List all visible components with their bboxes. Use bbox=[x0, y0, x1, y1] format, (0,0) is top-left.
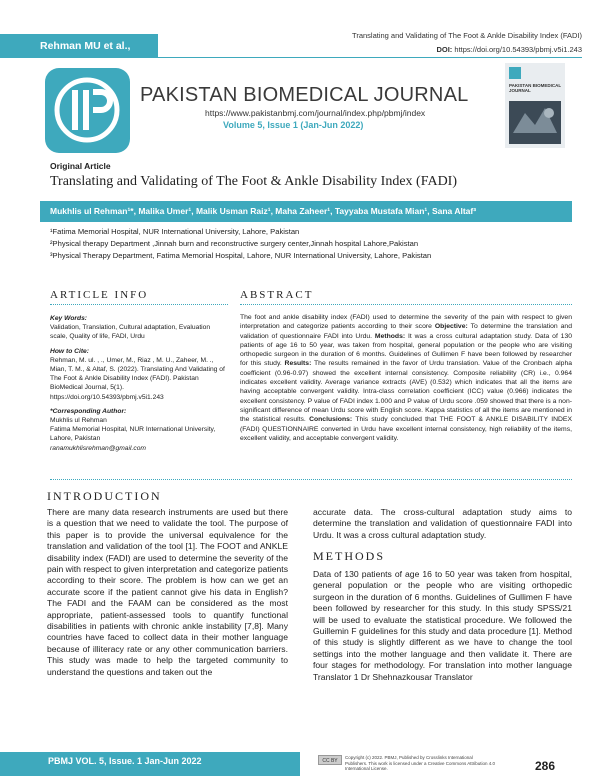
corresponding-email[interactable]: ranamukhlisrehman@gmail.com bbox=[50, 444, 146, 452]
affiliation-1: ¹Fatima Memorial Hospital, NUR International University, Lahore, Pakistan bbox=[50, 227, 300, 236]
objective-label: Objective: bbox=[434, 323, 468, 331]
journal-logo-icon bbox=[45, 68, 130, 153]
article-info-divider bbox=[50, 304, 228, 305]
journal-volume: Volume 5, Issue 1 (Jan-Jun 2022) bbox=[223, 120, 364, 130]
journal-logo bbox=[45, 68, 130, 153]
journal-cover-image bbox=[505, 63, 565, 148]
corresponding-affiliation: Fatima Memorial Hospital, NUR International University, Lahore, Pakistan bbox=[50, 426, 216, 443]
journal-url[interactable]: https://www.pakistanbmj.com/journal/index.php/pbmj/index bbox=[205, 108, 426, 118]
abstract-divider bbox=[240, 304, 572, 305]
footer-issue: PBMJ VOL. 5, Issue. 1 Jan-Jun 2022 bbox=[48, 756, 202, 766]
article-info bbox=[50, 314, 228, 458]
journal-title: PAKISTAN BIOMEDICAL JOURNAL bbox=[140, 84, 469, 106]
methods-text: Data of 130 patients of age 16 to 50 year was taken from hospital, general population or the people who are visiting orthopedic surgeon in the duration of 6 months. Guidelines of Gullimen F have been followed by researcher for this study. In this study SPSS/21 will be used to evaluate the statistical procedure. We followed the Guillemin F guidelines for this study and data procedure [1]. Method of this study is slightly different as we have to change the tool settings into the mother language and then validate it. There are four stages for methodology. For translation into mother language Translator 1 Dr Shehnazkousar Translator bbox=[313, 569, 572, 682]
article-title: Translating and Validating of The Foot & Ankle Disability Index (FADI) bbox=[50, 174, 458, 189]
abstract-text bbox=[240, 313, 572, 443]
conclusions-text: This study concluded that THE FOOT & ANKLE DISABILITY INDEX (FADI) QUESTIONNAIRE converted in Urdu have excellent internal consistency, high reliability of the items, excellent validity, and acceptable convergent validity. bbox=[240, 416, 572, 442]
corresponding-label: *Corresponding Author: bbox=[50, 407, 127, 415]
intro-text: There are many data research instruments are used but there is a question that we need to validate the tool. The purpose of this paper is to provide the universal equivalence for the translation and validation of the tool [1]. The FOOT and ANKLE disability index (FADI) are used to determine the severity of the pain with respect to given interpretation and categorize patients according to their score. The problem is how can we get an accurate score if the patient cannot give his data in English? The FADI and the FAAM can be considered as the most appropriate, patient-assessed tools to quantify functional disabilities in patients with chronic ankle instability [7,8]. Many countries have faced to collect data in their mother language because of illiteracy rate or any other communication barriers. This study was made to help the targeted community to understand the questions and taken out the bbox=[47, 507, 288, 677]
keywords: Validation, Translation, Cultural adaptation, Evaluation scale, Quality of life, FADI, Urdu bbox=[50, 324, 211, 341]
doi-label: DOI: bbox=[436, 45, 453, 54]
objective-text: To determine the translation and validation of questionnaire FADI into Urdu. bbox=[240, 323, 572, 340]
author-tag: Rehman MU et al., bbox=[0, 34, 158, 58]
header-divider bbox=[40, 57, 582, 58]
citation: Rehman, M. ul. , ., Umer, M., Riaz , M. U., Zaheer, M. ., Mian, T. M., & Altaf, S. (2022). Translating And Validating of The Foot & Ankle Disability Index (FADI). Pakistan BioMedical Journal, 5(1). https://doi.org/10.54393/pbmj.v5i1.243 bbox=[50, 356, 225, 401]
article-info-heading: ARTICLE INFO bbox=[50, 289, 149, 301]
affiliation-2: ²Physical therapy Department ,Jinnah burn and reconstructive surgery center,Jinnah hospital Lahore,Pakistan bbox=[50, 239, 419, 248]
doi-link[interactable]: https://doi.org/10.54393/pbmj.v5i1.243 bbox=[454, 45, 582, 54]
doi-line[interactable] bbox=[436, 45, 582, 54]
keywords-label: Key Words: bbox=[50, 315, 88, 322]
results-text: The results remained in the favor of Urdu translation. Value of the Cronbach alpha coefficient (0.96-0.97) showed the excellent internal consistency. Composite reliability (CR) i.e., 0.964 indicates excellent validity. Average variance extracts (AVE) (0.532) which indicates that all the items are having acceptable convergent validity. Intra-class correlation coefficient (ICC) value (0.966) indicates the excellent consistency. P value of FADI index 1.000 and P value of Urdu score .059 showed that there is a non-significant difference of mean Urdu score with English score. Kappa statistics of all the items are mentioned in the statistical results. bbox=[240, 360, 572, 424]
page-number: 286 bbox=[535, 759, 556, 773]
corresponding-name: Mukhlis ul Rehman bbox=[50, 417, 107, 425]
intro-heading: INTRODUCTION bbox=[47, 489, 162, 503]
abstract-intro: The foot and ankle disability index (FADI) used to determine the severity of the pain with respect to given interpretation and categorize patients according to their score bbox=[240, 314, 572, 331]
abstract-heading: ABSTRACT bbox=[240, 289, 314, 301]
article-type: Original Article bbox=[50, 161, 111, 171]
methods-text: It was a cross cultural adaptation study. Data of 130 patients of age 16 to 50 year, was taken from hospital, general population or the people who are visiting orthopedic surgeon in the duration of 6 months. Guidelines of Gullimen F have been followed by researcher for this study. bbox=[240, 332, 573, 368]
howto-label: How to Cite: bbox=[50, 347, 90, 355]
author-list: Mukhlis ul Rehman¹*, Malika Umer¹, Malik Usman Raiz¹, Maha Zaheer¹, Tayyaba Mustafa Mian¹, Sana Altaf³ bbox=[50, 206, 477, 216]
methods-heading: METHODS bbox=[313, 549, 386, 563]
license-text: Copyright (c) 2022. PBMJ, Published by Crosslinks International Publishers. This work is licensed under a Creative Commons Attribution 4.0 International License. bbox=[345, 755, 495, 771]
results-label: Results: bbox=[284, 360, 312, 368]
running-title: Translating and Validating of The Foot & Ankle Disability Index (FADI) bbox=[352, 31, 582, 40]
methods-label: Methods: bbox=[374, 332, 406, 340]
cover-title: PAKISTAN BIOMEDICAL JOURNAL bbox=[509, 83, 562, 93]
conclusions-label: Conclusions: bbox=[309, 416, 353, 424]
affiliation-3: ³Physical Therapy Department, Fatima Memorial Hospital, Lahore, NUR International University, Lahore, Pakistan bbox=[50, 251, 432, 260]
right-col-continuation: accurate data. The cross-cultural adaptation study aims to determine the translation and validation of questionnaire FADI into Urdu. It was a cross cultural adaptation study. bbox=[313, 507, 572, 540]
cc-license-icon[interactable]: CC BY bbox=[318, 755, 342, 765]
info-bottom-divider bbox=[50, 479, 572, 480]
